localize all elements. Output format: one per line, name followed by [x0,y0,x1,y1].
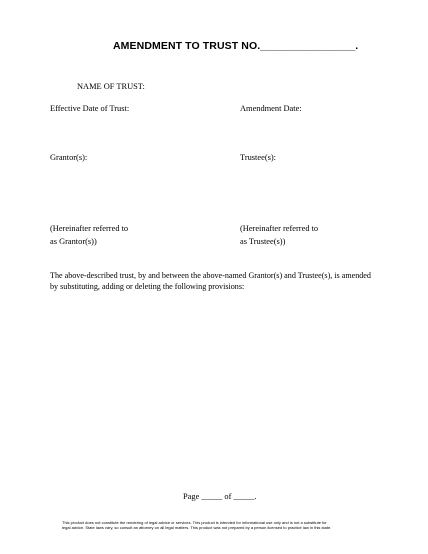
disclaimer-line1: This product does not constitute the rendering of legal advice or services. This product is intended for informational use only and is not a substitute for [62,520,327,525]
grantor-reference-line1: (Hereinafter referred to [50,224,129,233]
disclaimer-line2: legal advice. State laws vary, so consult an attorney on all legal matters. This product was not prepared by a person licensed to practice law in this state. [62,525,332,531]
amendment-body-line1: The above-described trust, by and between the above-named Grantor(s) and Trustee(s), is amended [50,271,371,280]
legal-disclaimer [62,520,382,530]
amendment-body-line2: by substituting, adding or deleting the following provisions: [50,282,245,291]
name-of-trust-label: NAME OF TRUST: [77,82,145,91]
grantor-label: Grantor(s): [50,153,88,162]
trustee-reference-line1: (Hereinafter referred to [240,224,319,233]
effective-date-label: Effective Date of Trust: [50,104,130,113]
grantor-reference-line2: as Grantor(s)) [50,237,97,246]
document-title: AMENDMENT TO TRUST NO.________________. [113,40,359,52]
trustee-reference-line2: as Trustee(s)) [240,237,286,246]
trustee-label: Trustee(s): [240,153,276,162]
amendment-date-label: Amendment Date: [240,104,302,113]
page-number-footer: Page _____ of _____. [183,492,257,501]
